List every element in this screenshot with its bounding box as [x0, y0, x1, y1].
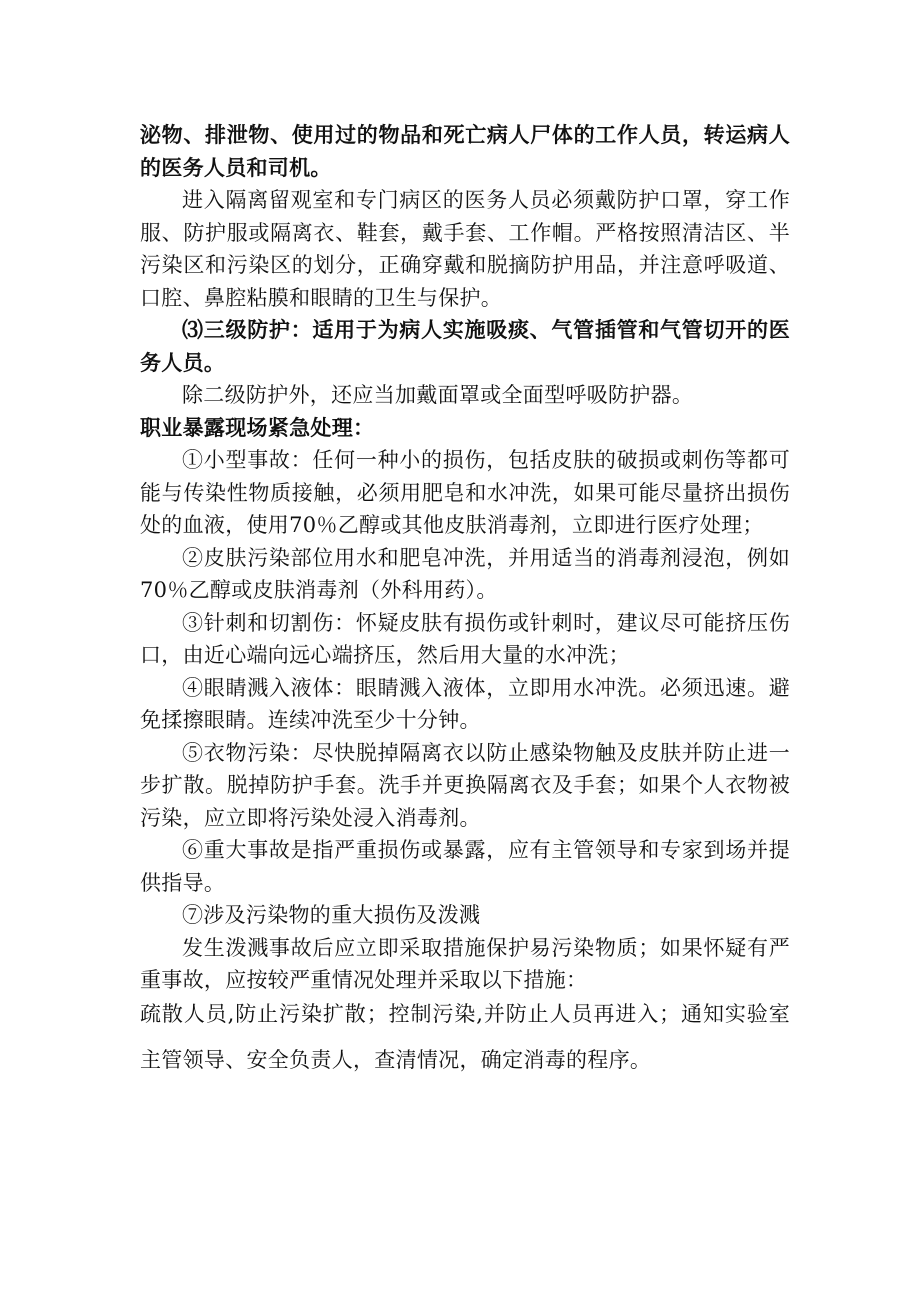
list-item-minor-accident: ①小型事故：任何一种小的损伤，包括皮肤的破损或刺伤等都可能与传染性物质接触，必须用肥皂和水冲洗，如果可能尽量挤出损伤处的血液，使用70％乙醇或其他皮肤消毒剂，立即进行医疗处理； — [140, 448, 790, 537]
paragraph-evacuation-steps: 疏散人员,防止污染扩散；控制污染,并防止人员再进入；通知实验室主管领导、安全负责人，查清情况，确定消毒的程序。 — [140, 1001, 790, 1072]
document-page — [140, 119, 790, 1083]
paragraph-tertiary-protection: 除二级防护外，还应当加戴面罩或全面型呼吸防护器。 — [182, 383, 694, 407]
list-item-skin-contamination: ②皮肤污染部位用水和肥皂冲洗，并用适当的消毒剂浸泡，例如70％乙醇或皮肤消毒剂（外科用药）。 — [140, 545, 790, 602]
list-item-eye-splash: ④眼睛溅入液体：眼睛溅入液体，立即用水冲洗。必须迅速。避免揉擦眼睛。连续冲洗至少十分钟。 — [140, 675, 790, 732]
list-item-major-accident: ⑥重大事故是指严重损伤或暴露，应有主管领导和专家到场并提供指导。 — [140, 838, 790, 895]
paragraph-protection-personnel: 泌物、排泄物、使用过的物品和死亡病人尸体的工作人员，转运病人的医务人员和司机。 — [140, 122, 790, 180]
paragraph-splash-measures: 发生泼溅事故后应立即采取措施保护易污染物质；如果怀疑有严重事故，应按较严重情况处理并采取以下措施： — [140, 935, 790, 992]
list-item-clothing-contamination: ⑤衣物污染：尽快脱掉隔离衣以防止感染物触及皮肤并防止进一步扩散。脱掉防护手套。洗手并更换隔离衣及手套；如果个人衣物被污染，应立即将污染处浸入消毒剂。 — [140, 740, 790, 830]
section-heading-emergency: 职业暴露现场紧急处理： — [140, 414, 375, 440]
paragraph-tertiary-protection-heading: ⑶三级防护：适用于为病人实施吸痰、气管插管和气管切开的医务人员。 — [140, 317, 790, 375]
paragraph-secondary-protection: 进入隔离留观室和专门病区的医务人员必须戴防护口罩，穿工作服、防护服或隔离衣、鞋套，戴手套、工作帽。严格按照清洁区、半污染区和污染区的划分，正确穿戴和脱摘防护用品，并注意呼吸道、口腔、鼻腔粘膜和眼睛的卫生与保护。 — [140, 188, 790, 310]
list-item-contaminant-splash: ⑦涉及污染物的重大损伤及泼溅 — [182, 903, 481, 927]
list-item-needle-injury: ③针刺和切割伤：怀疑皮肤有损伤或针刺时，建议尽可能挤压伤口，由近心端向远心端挤压，然后用大量的水冲洗； — [140, 610, 790, 667]
